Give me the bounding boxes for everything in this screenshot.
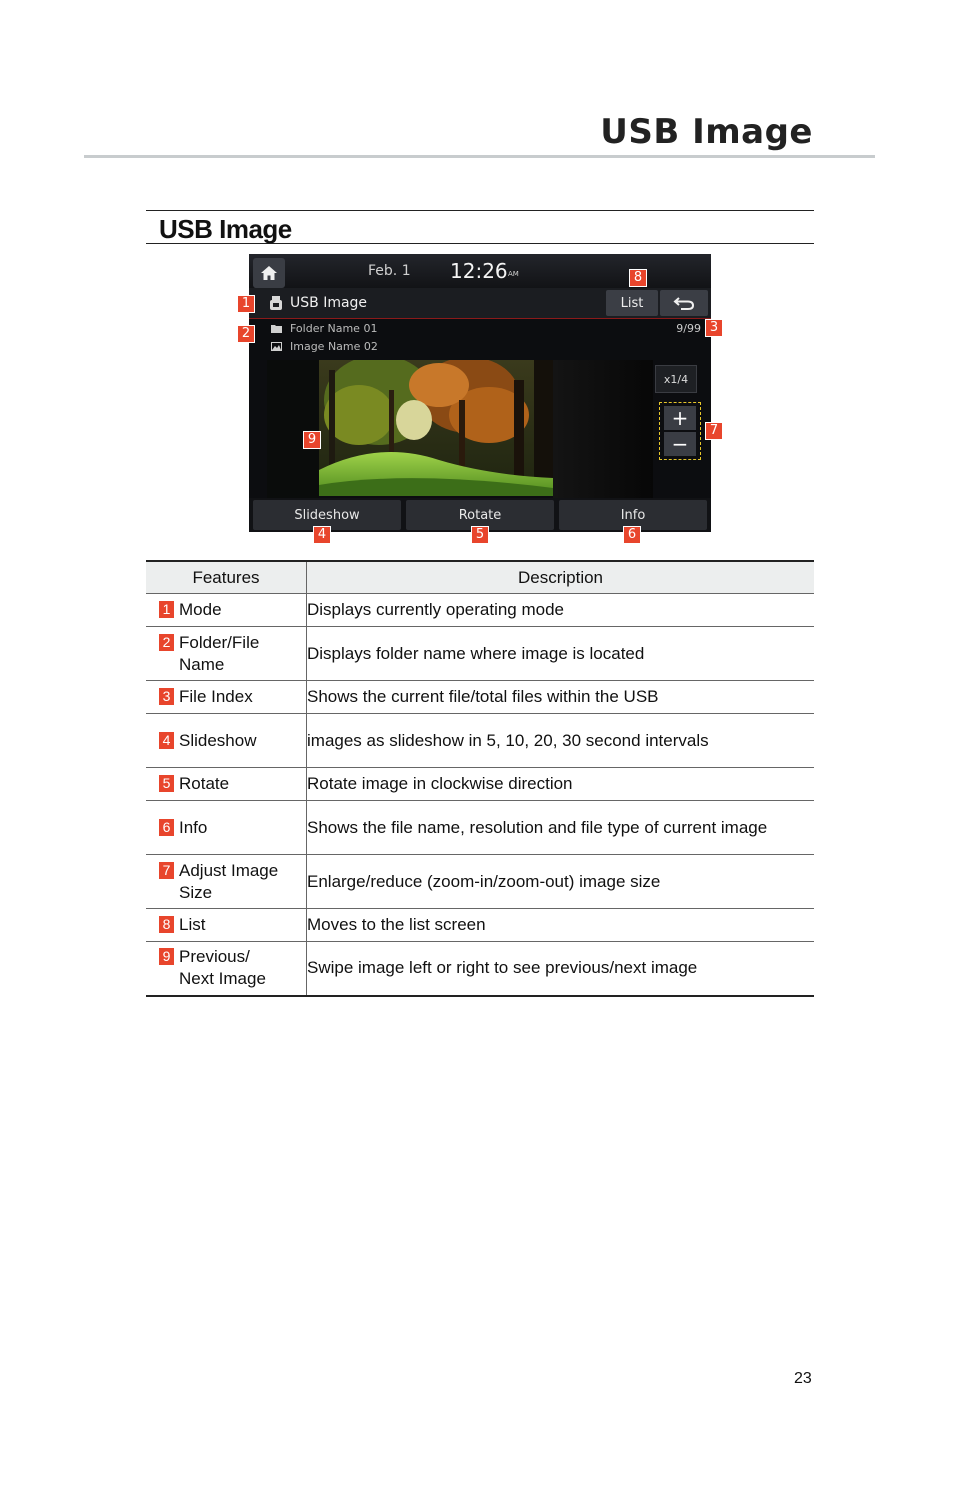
feature-description: Moves to the list screen [307,909,815,942]
image-viewer[interactable] [319,360,553,496]
table-row [146,681,814,714]
table-header-row [146,561,814,594]
feature-description: Displays currently operating mode [307,594,815,627]
zoom-out-button[interactable]: − [664,432,696,456]
feature-name: List [179,915,206,934]
image-name-row [271,340,378,353]
feature-description: Enlarge/reduce (zoom-in/zoom-out) image size [307,855,815,909]
row-number-badge: 2 [159,634,174,651]
table-row [146,594,814,627]
feature-description: images as slideshow in 5, 10, 20, 30 second intervals [307,714,815,768]
table-row [146,855,814,909]
back-button[interactable] [660,290,708,316]
page-number: 23 [794,1370,812,1387]
callout-9: 9 [303,431,321,449]
callout-4: 4 [313,526,331,544]
callout-7: 7 [705,422,723,440]
list-button[interactable]: List [606,290,658,316]
image-file-icon [271,342,282,351]
row-number-badge: 7 [159,862,174,879]
feature-name: Folder/File Name [179,632,260,674]
table-row [146,909,814,942]
ampm-indicator: AM [508,270,519,278]
home-icon [260,265,278,281]
folder-name: Folder Name 01 [290,322,378,335]
row-number-badge: 4 [159,732,174,749]
usb-image-screen [249,254,711,532]
features-table [146,560,814,997]
row-number-badge: 6 [159,819,174,836]
callout-3: 3 [705,319,723,337]
row-number-badge: 9 [159,948,174,965]
features-header: Features [146,561,307,594]
rotate-button[interactable]: Rotate [406,500,554,530]
info-button[interactable]: Info [559,500,707,530]
zoom-in-button[interactable]: + [664,406,696,430]
feature-name: Slideshow [179,730,257,750]
forest-photo [319,360,553,496]
home-button[interactable] [253,258,285,288]
folder-name-row [271,322,377,335]
photo-backdrop-right [553,360,653,498]
row-number-badge: 3 [159,688,174,705]
row-number-badge: 5 [159,775,174,792]
photo-backdrop-left [267,360,319,498]
slideshow-button[interactable]: Slideshow [253,500,401,530]
date-display: Feb. 1 [368,263,411,279]
row-number-badge: 8 [159,916,174,933]
file-index: 9/99 [676,322,701,335]
zoom-level: x1/4 [655,365,697,393]
feature-name: Mode [179,600,222,619]
table-row [146,714,814,768]
usb-icon [270,296,282,310]
header-rule [84,155,875,158]
table-row [146,801,814,855]
table-row [146,627,814,681]
section-heading [146,210,814,244]
feature-name: File Index [179,687,253,706]
zoom-controls [659,402,701,460]
feature-description: Rotate image in clockwise direction [307,768,815,801]
callout-2: 2 [237,325,255,343]
back-arrow-icon [673,296,695,310]
feature-description: Shows the file name, resolution and file type of current image [307,801,815,855]
callout-8: 8 [629,269,647,287]
feature-name: Previous/ Next Image [179,947,266,989]
table-row [146,768,814,801]
feature-description: Displays folder name where image is located [307,627,815,681]
folder-icon [271,324,282,333]
table-row [146,942,814,996]
feature-description: Swipe image left or right to see previous/next image [307,942,815,996]
feature-description: Shows the current file/total files within the USB [307,681,815,714]
feature-name: Info [179,817,208,837]
callout-6: 6 [623,526,641,544]
page-header-title: USB Image [600,112,813,152]
callout-1: 1 [237,295,255,313]
row-number-badge: 1 [159,601,174,618]
image-name: Image Name 02 [290,340,378,353]
section-title: USB Image [159,214,292,244]
mode-label: USB Image [290,295,368,311]
description-header: Description [307,561,815,594]
feature-name: Rotate [179,774,230,793]
feature-name: Adjust Image Size [179,860,279,902]
clock-display: 12:26 [450,259,508,283]
mode-bar [249,288,711,319]
callout-5: 5 [471,526,489,544]
